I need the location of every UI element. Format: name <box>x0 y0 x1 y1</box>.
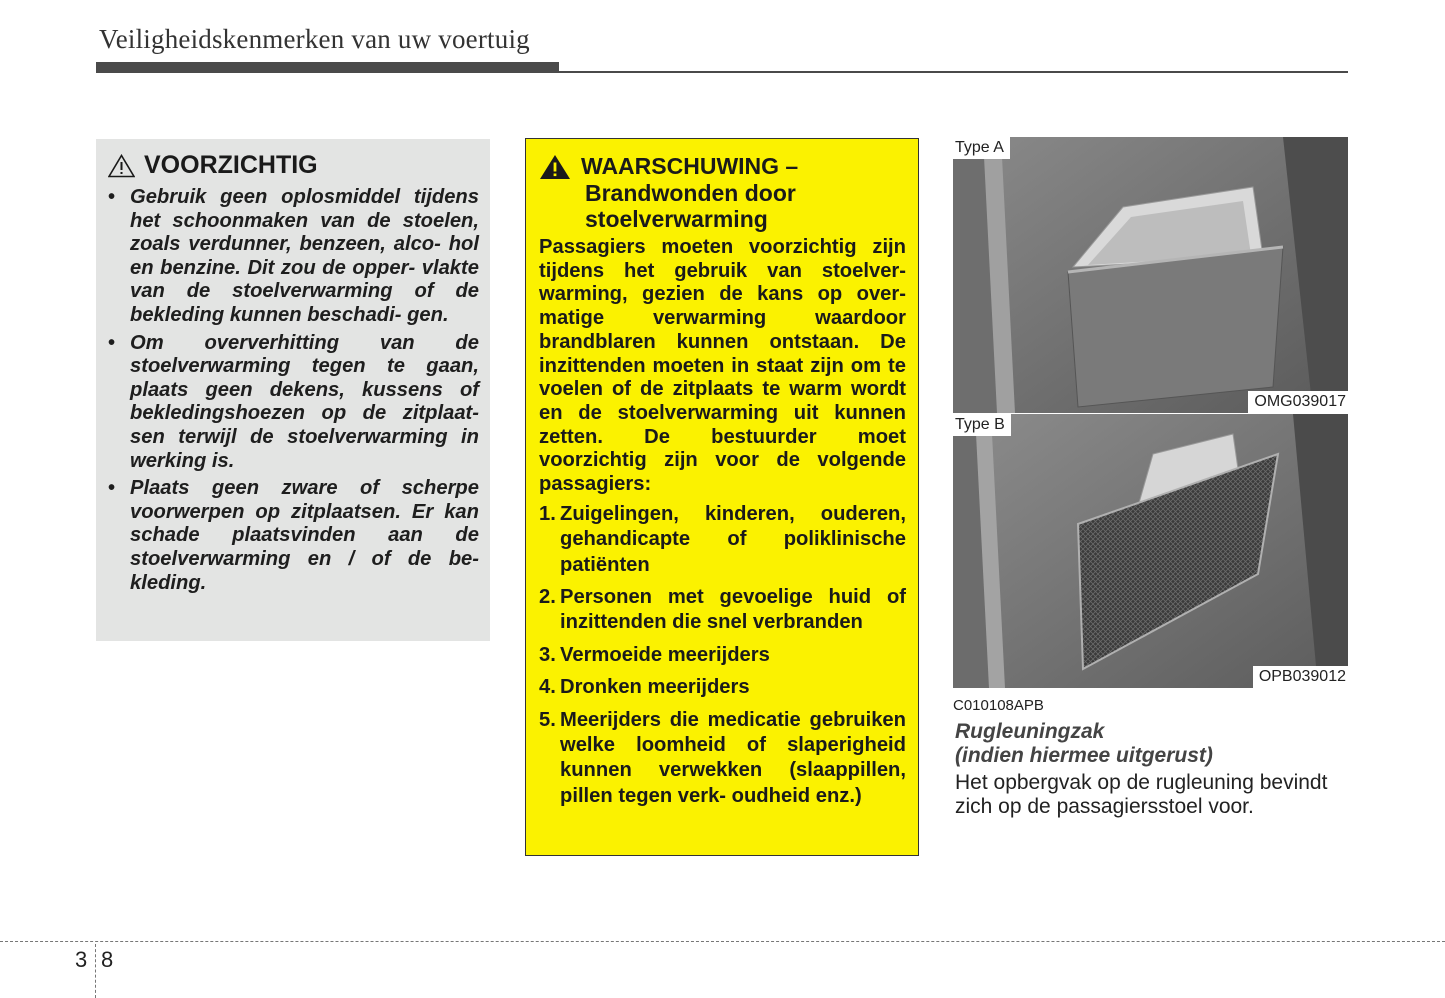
footer-vertical-dashed-rule <box>95 944 96 998</box>
seatback-pocket-illustration <box>953 137 1348 413</box>
warning-item <box>539 675 906 700</box>
warning-item-text: Zuigelingen, kinderen, ouderen, gehandicapte of poliklinische patiënten <box>560 502 906 576</box>
warning-paragraph: Passagiers moeten voorzichtig zijn tijdens het gebruik van stoelver- warming, gezien de kans op over- matige verwarming waardoor brandblaren kunnen ontstaan. De inzittenden moeten in staat zijn om te voelen of de zitplaats te warm wordt en de stoelverwarming uit kunnen zetten. De bestuurder moet voorzichtig zijn voor de volgende passagiers: <box>539 236 906 496</box>
header-title: Veiligheidskenmerken van uw voertuig <box>99 24 530 54</box>
bullet: • <box>108 331 116 354</box>
type-b-label: Type B <box>953 414 1011 436</box>
warning-subtitle <box>539 180 906 232</box>
warning-item-text: Personen met gevoelige huid of inzittenden die snel verbranden <box>560 585 906 634</box>
section-title <box>955 720 1213 768</box>
warning-item <box>539 643 906 668</box>
section-title-line1: Rugleuningzak <box>955 720 1105 743</box>
image-a-code: OMG039017 <box>1248 391 1348 413</box>
caution-title <box>108 151 479 180</box>
warning-item <box>539 585 906 636</box>
type-a-label: Type A <box>953 137 1010 159</box>
page-number: 8 <box>101 947 114 972</box>
warning-triangle-icon <box>108 154 135 178</box>
warning-title-line1: WAARSCHUWING – <box>581 153 799 179</box>
item-number: 2. <box>539 585 556 608</box>
warning-item-text: Dronken meerijders <box>560 676 750 699</box>
warning-box <box>525 138 919 856</box>
item-number: 4. <box>539 676 556 699</box>
caution-item <box>108 186 479 328</box>
caution-item-text: Plaats geen zware of scherpe voorwerpen op zitplaatsen. Er kan schade plaatsvinden aan de stoelverwarming en / of de be- kleding. <box>130 477 479 594</box>
bullet: • <box>108 477 116 500</box>
warning-item-text: Vermoeide meerijders <box>560 643 770 666</box>
bullet: • <box>108 186 116 208</box>
warning-item <box>539 708 906 810</box>
section-ref-code: C010108APB <box>953 697 1044 714</box>
header-rule <box>96 71 1348 73</box>
section-body: Het opbergvak op de rugleuning bevindt zich op de passagiersstoel voor. <box>955 771 1328 818</box>
caution-title-text: VOORZICHTIG <box>144 151 318 179</box>
caution-item-text: Gebruik geen oplosmiddel tijdens het schoonmaken van de stoelen, zoals verdunner, benzeen, alco- hol en benzine. Dit zou de opper- vlakte van de stoelverwarming of de bekleding kunnen beschadi- gen. <box>130 186 479 326</box>
caution-item-text: Om oververhitting van de stoelverwarming tegen te gaan, plaats geen dekens, kussens of bekledingshoezen op de zitplaat- sen terwijl de stoelverwarming in werking is. <box>130 331 479 472</box>
caution-item <box>108 332 479 474</box>
seatback-pocket-photo-type-b <box>953 414 1348 688</box>
item-number: 3. <box>539 643 556 666</box>
warning-item-text: Meerijders die medicatie gebruiken welke loomheid of slaperigheid kunnen verwekken (slaappillen, pillen tegen verk- oudheid enz.) <box>560 708 906 807</box>
warning-filled-triangle-icon <box>539 154 571 180</box>
warning-title-line2: Brandwonden door <box>585 180 796 206</box>
seatback-net-pocket-illustration <box>953 414 1348 688</box>
seatback-pocket-photo-type-a <box>953 137 1348 413</box>
warning-title-line3: stoelverwarming <box>585 206 768 232</box>
caution-box <box>96 139 490 641</box>
warning-list <box>539 502 906 809</box>
item-number: 5. <box>539 708 556 731</box>
warning-item <box>539 502 906 578</box>
chapter-number: 3 <box>75 947 88 972</box>
section-title-line2: (indien hiermee uitgerust) <box>955 744 1213 767</box>
footer-dashed-rule <box>0 941 1445 942</box>
item-number: 1. <box>539 502 556 525</box>
caution-list <box>108 186 479 595</box>
warning-title <box>539 153 906 180</box>
image-b-code: OPB039012 <box>1253 666 1348 688</box>
caution-item <box>108 477 479 595</box>
